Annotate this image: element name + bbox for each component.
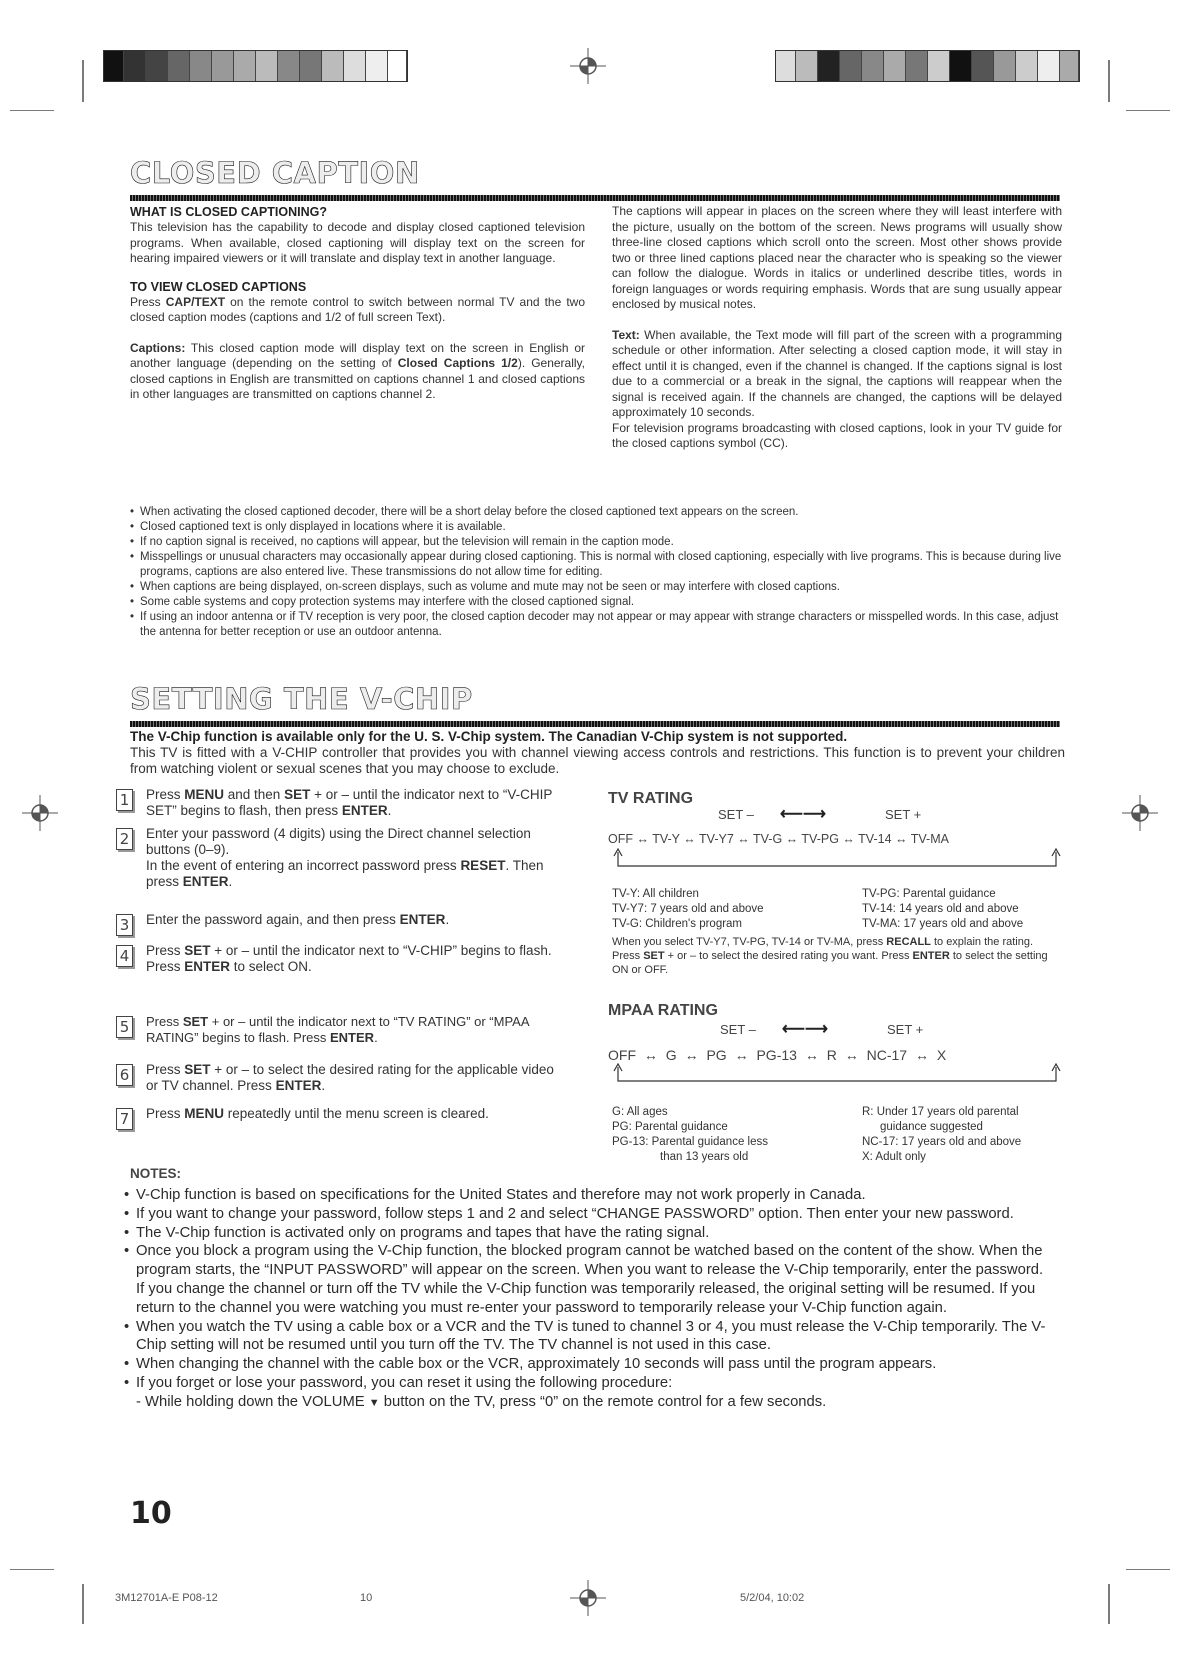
registration-crosshair-icon <box>1122 795 1158 831</box>
tv-set-minus: SET – <box>718 807 754 822</box>
what-is-cc-text: This television has the capability to decode and display closed captioned television programs. When available, closed captioning will display text on the screen for hearing impaired viewers or it will translate and display text in another language. <box>130 220 585 265</box>
registration-crosshair-icon <box>570 48 606 84</box>
crop-line <box>10 1569 54 1570</box>
step-2: 2 Enter your password (4 digits) using the Direct channel selection buttons (0–9). In the event of entering an incorrect password press RESET. Then press ENTER. <box>146 826 566 890</box>
crop-line <box>1126 110 1170 111</box>
footer-date: 5/2/04, 10:02 <box>740 1592 805 1604</box>
double-arrow-icon: ↔ <box>914 1047 929 1063</box>
cc-symbol-text: For television programs broadcasting with closed captions, look in your TV guide for the closed captions symbol (CC). <box>612 420 1062 450</box>
list-item: • Misspellings or unusual characters may occasionally appear during closed captioning. This is normal with closed captioning, especially with live programs. This is because during live programs, captions are also entered live. These transmissions do not allow time for editing. <box>130 550 1065 580</box>
vchip-availability-note: The V-Chip function is available only for the U. S. V-Chip system. The Canadian V-Chip system is not supported. <box>130 729 848 744</box>
step-3: 3 Enter the password again, and then press ENTER. <box>146 912 566 928</box>
tv-rating-sequence: OFF ↔ TV-Y ↔ TV-Y7 ↔ TV-G ↔ TV-PG ↔ TV-14 ↔ TV-MA <box>608 832 949 846</box>
tv-rating-legend-left: TV-Y: All children TV-Y7: 7 years old and above TV-G: Children's program <box>612 888 764 930</box>
notes-list <box>124 1186 1064 1413</box>
registration-crosshair-icon <box>22 795 58 831</box>
list-item: • Closed captioned text is only displayed in locations where it is available. <box>130 520 1065 535</box>
step-number: 1 <box>116 789 133 811</box>
double-arrow-icon: ↔ <box>785 832 799 846</box>
list-item: • Once you block a program using the V-Chip function, the blocked program cannot be watched based on the content of the show. When the program starts, the “INPUT PASSWORD” will appear on the screen. When you want to release the V-Chip temporarily, enter the password. <box>124 1242 1064 1280</box>
list-item: • If using an indoor antenna or if TV reception is very poor, the closed caption decoder may not appear or may appear with strange characters or misspelled words. In this case, adjust the antenna for better reception or use an outdoor antenna. <box>130 610 1065 640</box>
crop-line <box>1108 60 1110 102</box>
view-cc-text: Press CAP/TEXT on the remote control to switch between normal TV and the two closed caption modes (captions and 1/2 of full screen Text). <box>130 294 585 324</box>
list-item: • If you forget or lose your password, you can reset it using the following procedure: <box>124 1374 1064 1393</box>
step-number: 4 <box>116 945 133 967</box>
step-6: 6 Press SET + or – to select the desired rating for the applicable video or TV channel. Press ENTER. <box>146 1062 566 1094</box>
cc-bullet-list <box>130 505 1065 640</box>
footer-code: 3M12701A-E P08-12 <box>115 1592 218 1604</box>
step-4: 4 Press SET + or – until the indicator next to “V-CHIP” begins to flash. Press ENTER to select ON. <box>146 943 566 975</box>
tv-set-plus: SET + <box>885 807 922 822</box>
footer-page: 10 <box>360 1592 373 1604</box>
volume-down-icon: ▼ <box>368 1396 380 1409</box>
double-arrow-icon: ↔ <box>683 832 696 846</box>
captions-placement-text: The captions will appear in places on the screen where they will least interfere with the picture, usually on the bottom of the screen. News programs will usually show three-line closed captions which scroll onto the screen. Most other shows provide two or three lined captions placed near the character who is speaking so the viewer can follow the dialogue. Words in italics or underlined describe titles, words in foreign languages or words requiring emphasis. Words that are sung usually appear enclosed by musical notes. <box>612 204 1062 311</box>
notes-heading: NOTES: <box>130 1166 182 1181</box>
cc-right-column <box>612 204 1062 452</box>
reset-procedure: - While holding down the VOLUME ▼ button on the TV, press “0” on the remote control for a few seconds. <box>136 1393 827 1410</box>
list-item: • When captions are being displayed, on-screen displays, such as volume and mute may not be seen or may interfere with closed captions. <box>130 580 1065 595</box>
list-item: • When changing the channel with the cable box or the VCR, approximately 10 seconds will pass until the program appears. <box>124 1355 1064 1374</box>
list-item: • If you want to change your password, follow steps 1 and 2 and select “CHANGE PASSWORD” option. Then enter your new password. <box>124 1205 1064 1224</box>
tv-rating-heading: TV RATING <box>608 790 694 807</box>
wrap-around-arrow-icon <box>612 1063 1062 1085</box>
what-is-cc-heading: WHAT IS CLOSED CAPTIONING? <box>130 205 327 219</box>
vchip-intro-text: This TV is fitted with a V-CHIP controller that provides you with channel viewing access controls and restrictions. This function is to prevent your children from watching violent or sexual scenes that you may choose to exclude. <box>130 745 1065 776</box>
color-calibration-bar-right <box>775 50 1080 82</box>
section-rule <box>130 721 1060 727</box>
view-cc-heading: TO VIEW CLOSED CAPTIONS <box>130 279 307 294</box>
note-continuation: If you change the channel or turn off the TV while the V-Chip function was temporarily released, the original setting will be resumed. If you return to the channel you were watching you must re-enter your password to temporarily release your V-Chip function again. <box>136 1280 1036 1316</box>
crop-line <box>10 110 54 111</box>
step-5: 5 Press SET + or – until the indicator next to “TV RATING” or “MPAA RATING” begins to flash. Press ENTER. <box>146 1014 566 1046</box>
step-number: 2 <box>116 828 133 850</box>
text-mode-description: Text: When available, the Text mode will fill part of the screen with a programming schedule or other information. After selecting a closed caption mode, it will stay in effect until it is changed, even if the channel is changed. If the captions signal is lost due to a commercial or a break in the signal, the captions will reappear when the signal is received again. If the channels are changed, the captions will be delayed approximately 10 seconds. <box>612 327 1062 419</box>
vchip-title: SETTING THE V-CHIP <box>130 682 473 716</box>
double-arrow-icon: ⟵⟶ <box>782 1021 828 1038</box>
mpaa-set-minus: SET – <box>720 1022 756 1037</box>
section-rule <box>130 195 1060 201</box>
crop-line <box>82 1584 84 1624</box>
mpaa-rating-sequence: OFF ↔ G ↔ PG ↔ PG-13 ↔ R ↔ NC-17 ↔ X <box>608 1047 947 1063</box>
step-number: 3 <box>116 914 133 936</box>
step-1: 1 Press MENU and then SET + or – until the indicator next to “V-CHIP SET” begins to flash, then press ENTER. <box>146 787 566 819</box>
mpaa-set-plus: SET + <box>887 1022 924 1037</box>
step-number: 7 <box>116 1108 133 1130</box>
mpaa-rating-legend-right: R: Under 17 years old parental guidance suggested NC-17: 17 years old and above X: Adult only <box>862 1106 1022 1163</box>
wrap-around-arrow-icon <box>612 848 1062 870</box>
list-item: • If no caption signal is received, no captions will appear, but the television will remain in the caption mode. <box>130 535 1065 550</box>
step-7: 7 Press MENU repeatedly until the menu screen is cleared. <box>146 1106 566 1122</box>
crop-line <box>1108 1584 1110 1624</box>
double-arrow-icon: ⟵⟶ <box>780 806 826 823</box>
page-number: 10 <box>130 1496 172 1531</box>
double-arrow-icon: ↔ <box>636 832 649 846</box>
double-arrow-icon: ↔ <box>643 1047 658 1063</box>
color-calibration-bar-left <box>103 50 408 82</box>
step-number: 6 <box>116 1064 133 1086</box>
closed-caption-title: CLOSED CAPTION <box>130 156 420 190</box>
vchip-intro <box>130 729 1065 777</box>
double-arrow-icon: ↔ <box>895 832 908 846</box>
double-arrow-icon: ↔ <box>844 1047 859 1063</box>
mpaa-rating-legend-left: G: All ages PG: Parental guidance PG-13: Parental guidance less than 13 years old <box>612 1106 768 1163</box>
crop-line <box>1126 1569 1170 1570</box>
tv-rating-legend-right: TV-PG: Parental guidance TV-14: 14 years old and above TV-MA: 17 years old and above <box>862 888 1024 930</box>
step-number: 5 <box>116 1016 133 1038</box>
captions-description: Captions: This closed caption mode will display text on the screen in English or another language (depending on the setting of Closed Captions 1/2). Generally, closed captions in English are transmitted on captions channel 1 and closed captions in other languages are transmitted on captions channel 2. <box>130 340 585 401</box>
double-arrow-icon: ↔ <box>804 1047 819 1063</box>
list-item: • Some cable systems and copy protection systems may interfere with the closed captioned signal. <box>130 595 1065 610</box>
double-arrow-icon: ↔ <box>737 832 750 846</box>
crop-line <box>82 60 84 102</box>
registration-crosshair-icon <box>570 1580 606 1616</box>
double-arrow-icon: ↔ <box>734 1047 749 1063</box>
cc-left-column <box>130 204 585 403</box>
double-arrow-icon: ↔ <box>842 832 855 846</box>
double-arrow-icon: ↔ <box>684 1047 699 1063</box>
list-item: • When activating the closed captioned decoder, there will be a short delay before the closed captioned text appears on the screen. <box>130 505 1065 520</box>
list-item: • When you watch the TV using a cable box or a VCR and the TV is tuned to channel 3 or 4, you must release the V-Chip temporarily. The V-Chip setting will not be resumed until you turn off the TV. The TV channel is not used in this case. <box>124 1318 1064 1356</box>
list-item: • V-Chip function is based on specifications for the United States and therefore may not work properly in Canada. <box>124 1186 1064 1205</box>
mpaa-rating-heading: MPAA RATING <box>608 1002 718 1019</box>
list-item: • The V-Chip function is activated only on programs and tapes that have the rating signal. <box>124 1224 1064 1243</box>
tv-rating-notes: When you select TV-Y7, TV-PG, TV-14 or TV-MA, press RECALL to explain the rating. Press SET + or – to select the desired rating you want. Press ENTER to select the setting ON or OFF. <box>612 936 1048 976</box>
